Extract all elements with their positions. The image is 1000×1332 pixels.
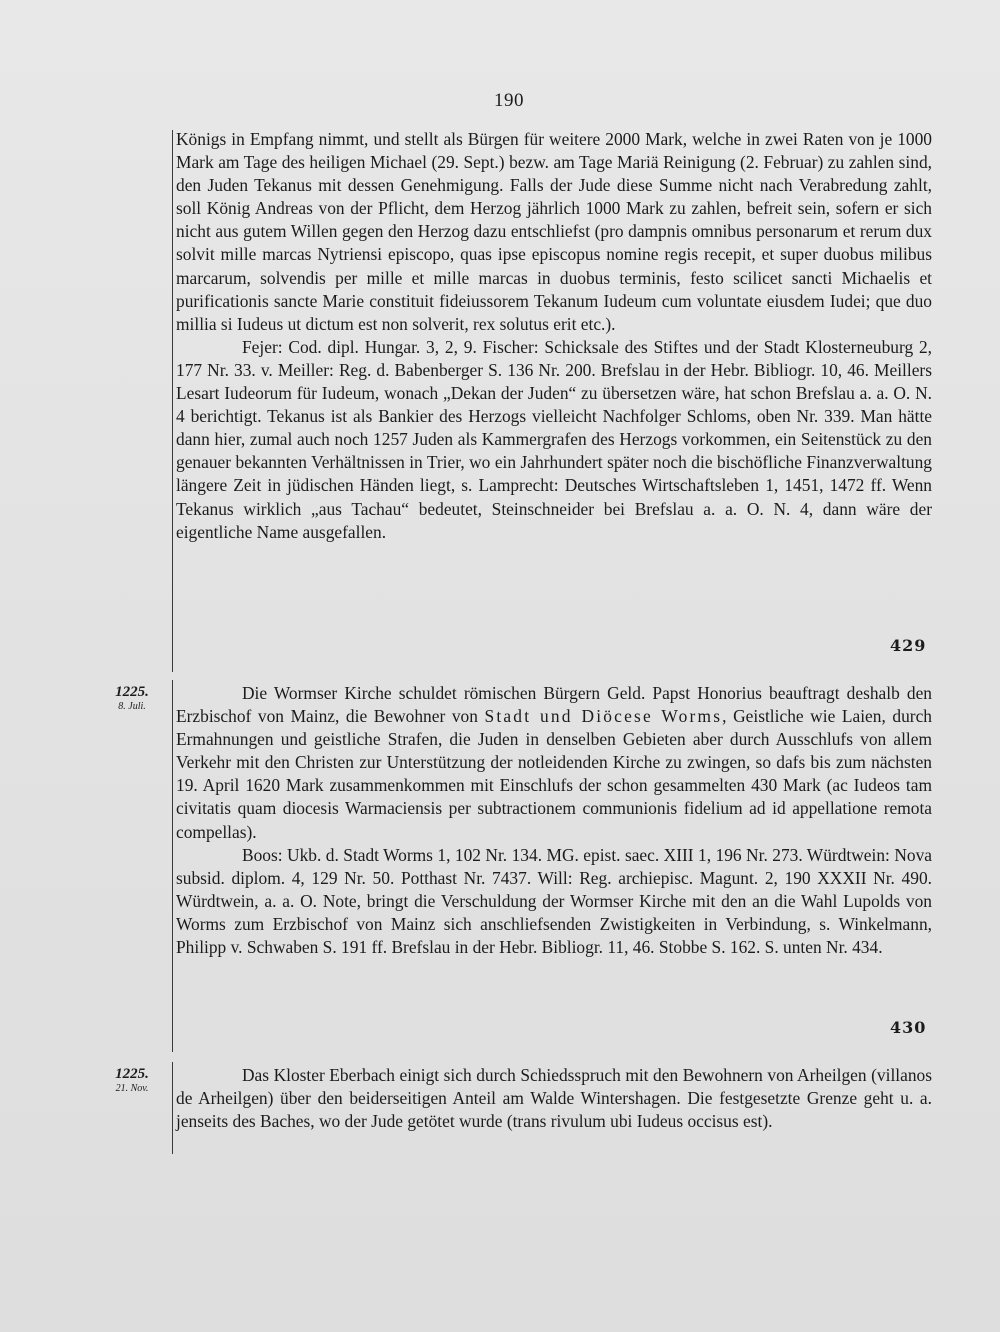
entry-note: Fejer: Cod. dipl. Hungar. 3, 2, 9. Fischer: Schicksale des Stiftes und der Stadt Klosterneuburg 2, 177 Nr. 33. v. Meiller: Reg. d. Babenberger S. 136 Nr. 200. Brefslau in der Hebr. Bibliogr. 10, 46. Meillers Lesart Iudeorum für Iudeum, wonach „Dekan der Juden“ zu übersetzen wäre, hat schon Brefslau a. a. O. N. 4 berichtigt. Tekanus ist als Bankier des Herzogs vielleicht Nachfolger Schloms, oben Nr. 339. Man hätte dann hier, zumal auch noch 1257 Juden als Kammergrafen des Herzogs vorkommen, ein Seitenstück zu den genauer bekannten Verhältnissen in Trier, wo ein Jahrhundert später noch die bischöfliche Finanzverwaltung längere Zeit in jüdischen Händen liegt, s. Lamprecht: Deutsches Wirtschaftsleben 1, 1451, 1472 ff. Wenn Tekanus wirklich „aus Tachau“ bedeutet, Steinschneider bei Brefslau a. a. O. N. 4, dann wäre der eigentliche Name ausgefallen. <box>176 336 932 542</box>
margin-rule <box>172 1062 173 1154</box>
date-year: 1225. <box>115 684 149 700</box>
margin-rule <box>172 130 173 672</box>
entry-text-spaced: Stadt und Diöcese Worms <box>484 706 723 727</box>
entry-note: Boos: Ukb. d. Stadt Worms 1, 102 Nr. 134. MG. epist. saec. XIII 1, 196 Nr. 273. Würdtwein: Nova subsid. diplom. 4, 129 Nr. 50. Potthast Nr. 7437. Will: Reg. archiepisc. Magunt. 2, 190 XXXII Nr. 490. Würdtwein, a. a. O. Note, bringt die Verschuldung der Wormser Kirche mit den an die Wahl Lupolds von Worms zum Erzbischof von Mainz sich anschliefsenden Zwistigkeiten in Verbindung, s. Winkelmann, Philipp v. Schwaben S. 191 ff. Brefslau in der Hebr. Bibliogr. 11, 46. Stobbe S. 162. S. unten Nr. 434. <box>176 844 932 958</box>
entry-number: 430 <box>890 1018 927 1037</box>
entry-431 <box>176 1064 932 1133</box>
margin-date <box>102 684 162 712</box>
margin-date <box>102 1066 162 1094</box>
entry-430 <box>176 682 932 959</box>
date-day: 21. Nov. <box>115 1083 149 1094</box>
date-day: 8. Juli. <box>118 701 146 712</box>
page-number: 190 <box>494 90 524 111</box>
date-year: 1225. <box>115 1066 149 1082</box>
margin-rule <box>172 680 173 1052</box>
entry-text-part: Die Wormser Kirche schuldet römischen Bürgern Geld. Papst Honorius beauftragt deshalb den Erzbischof von Mainz, die Bewohner von <box>176 683 932 727</box>
entry-text-part: , Geistliche wie Laien, durch Ermahnungen und geistliche Strafen, die Juden in denselben Gebieten aber durch Ausschlufs von allem Verkehr mit den Christen zur Unterstützung der notleidenden Kirche zu zwingen, so dafs bis zum nächsten 19. April 1620 Mark zusammenkommen mit Einschlufs der schon gesammelten 430 Mark (ac Iudeos tam civitatis quam diocesis Warmaciensis per subtractionem communionis fidelium ad id appellatione remota compellas). <box>176 706 932 842</box>
entry-text <box>176 682 932 844</box>
entry-text: Königs in Empfang nimmt, und stellt als Bürgen für weitere 2000 Mark, welche in zwei Raten von je 1000 Mark am Tage des heiligen Michael (29. Sept.) bezw. am Tage Mariä Reinigung (2. Februar) zu zahlen sind, den Juden Tekanus mit dessen Genehmigung. Falls der Jude diese Summe nicht nach Verabredung zahlt, soll König Andreas von der Pflicht, dem Herzog jährlich 1000 Mark zu zahlen, befreit sein, sofern er sich nicht aus gutem Willen gegen den Herzog dazu entschliefst (pro dampnis omnibus personarum et rerum dux solvit mille marcas Nytriensi episcopo, quas ipse episcopus nomine regis recepit, et super duobus milibus marcarum, solvendis per mille et mille marcas in duobus terminis, festo scilicet sancti Michaelis et purificationis sancte Marie constituit fideiussorem Tekanum Iudeum cum voluntate eiusdem Iudei; que duo millia si Iudeus ut dictum est non solverit, rex solutus erit etc.). <box>176 129 932 334</box>
entry-number: 429 <box>890 636 927 655</box>
entry-text: Das Kloster Eberbach einigt sich durch Schiedsspruch mit den Bewohnern von Arheilgen (villanos de Arheilgen) über den beiderseitigen Anteil am Walde Wintershagen. Die festgesetzte Grenze geht u. a. jenseits des Baches, wo der Jude getötet wurde (trans rivulum ubi Iudeus occisus est). <box>176 1065 932 1132</box>
entry-429 <box>176 128 932 544</box>
